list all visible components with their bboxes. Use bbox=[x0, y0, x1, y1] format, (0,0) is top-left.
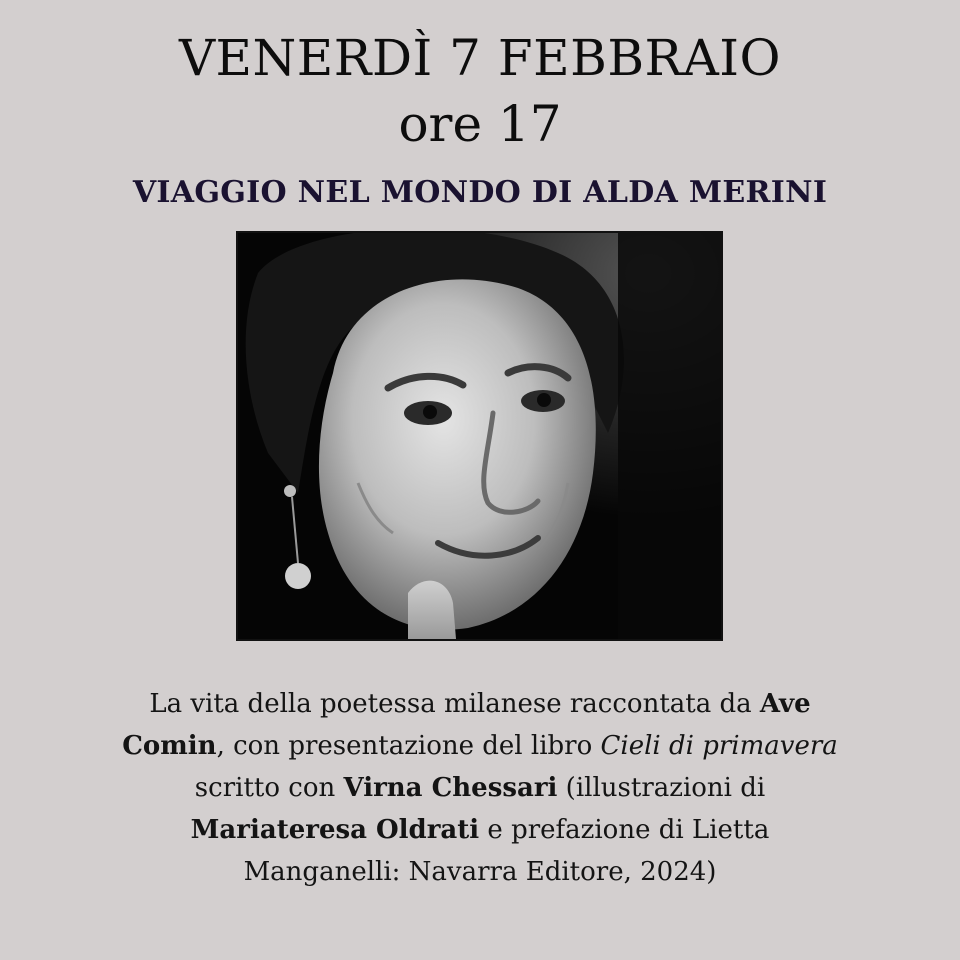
portrait-photo bbox=[236, 231, 723, 641]
event-description bbox=[110, 683, 850, 893]
description-text-2: , con presentazione del libro bbox=[216, 731, 601, 761]
event-title: VIAGGIO NEL MONDO DI ALDA MERINI bbox=[132, 175, 828, 210]
event-date: VENERDÌ 7 FEBBRAIO bbox=[178, 29, 782, 87]
illustrator-name: Mariateresa Oldrati bbox=[190, 815, 480, 845]
description-text-3: scritto con bbox=[194, 773, 344, 803]
description-text-5: e prefazione di Lietta Manganelli: Navarra Editore, 2024) bbox=[243, 815, 770, 887]
speaker-name: Ave Comin bbox=[122, 689, 811, 761]
book-title: Cieli di primavera bbox=[600, 731, 838, 761]
description-text-4: (illustrazioni di bbox=[557, 773, 766, 803]
description-text-1: La vita della poetessa milanese raccontata da bbox=[149, 689, 760, 719]
portrait-image bbox=[238, 233, 721, 639]
coauthor-name: Virna Chessari bbox=[343, 773, 558, 803]
event-time: ore 17 bbox=[398, 95, 562, 153]
